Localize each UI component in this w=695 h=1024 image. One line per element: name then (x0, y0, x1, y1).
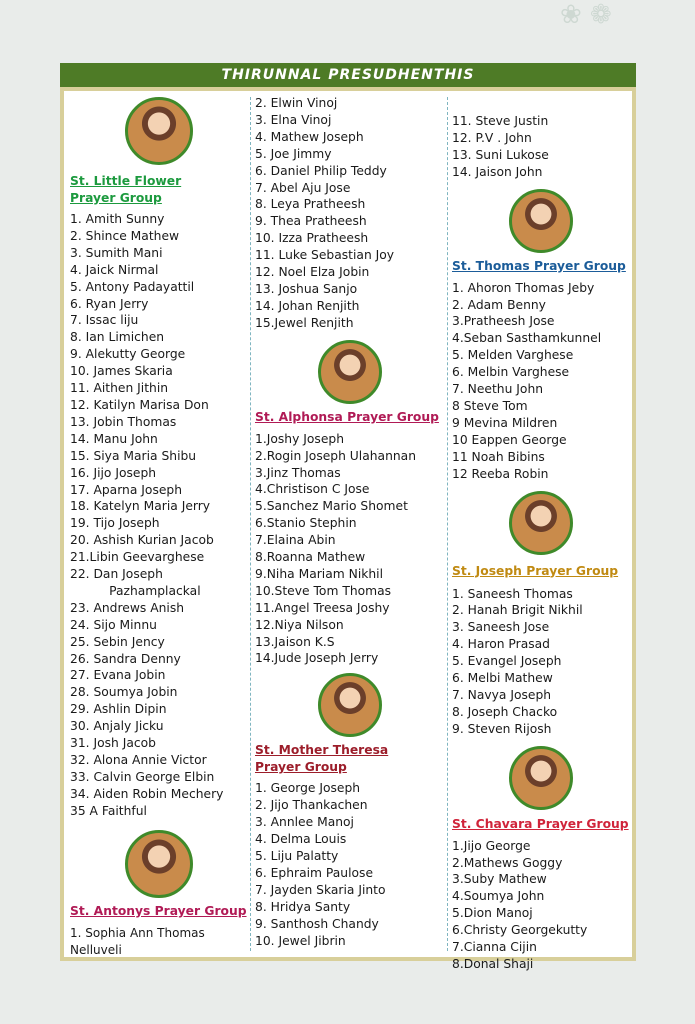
list-item: 22. Dan Joseph (70, 567, 163, 582)
list-item: 8. Joseph Chacko (452, 704, 558, 719)
list-item: 34. Aiden Robin Mechery (70, 786, 224, 801)
list-item: 2.Mathews Goggy (452, 855, 563, 870)
page-title: THIRUNNAL PRESUDHENTHIS (60, 63, 636, 87)
list-item: 9. Santhosh Chandy (255, 916, 379, 931)
list-item: 18. Katelyn Maria Jerry (70, 499, 211, 514)
list-item: 5.Dion Manoj (452, 906, 533, 921)
list-item: 5. Melden Varghese (452, 348, 574, 363)
list-item: 14.Jude Joseph Jerry (255, 651, 379, 666)
group-title-joseph: St. Joseph Prayer Group (452, 563, 619, 578)
column-divider (447, 97, 448, 951)
list-item: 13. Joshua Sanjo (255, 281, 358, 296)
list-item: 35 A Faithful (70, 803, 147, 818)
list-item: 7. Jayden Skaria Jinto (255, 882, 386, 897)
list-item: 6. Melbin Varghese (452, 365, 570, 380)
list-item: 7. Issac liju (70, 313, 139, 328)
list-item: 1. Saneesh Thomas (452, 586, 573, 601)
list-item: 19. Tijo Joseph (70, 516, 160, 531)
list-item: 4.Soumya John (452, 889, 545, 904)
list-item: 1. Amith Sunny (70, 212, 165, 226)
list-item: 4. Haron Prasad (452, 637, 550, 652)
list-item: 15.Jewel Renjith (255, 315, 354, 330)
list-item: 9. Thea Pratheesh (255, 214, 367, 229)
group-title-mother-theresa: St. Mother Theresa (255, 743, 389, 758)
list-item: 6. Daniel Philip Teddy (255, 163, 387, 178)
list-item: 11 Noah Bibins (452, 449, 545, 464)
list-item: 5.Sanchez Mario Shomet (255, 499, 408, 514)
list-item: 10. James Skaria (70, 364, 173, 379)
group-title-little-flower-2: Prayer Group (70, 191, 162, 205)
list-item: 1.Jijo George (452, 838, 531, 853)
list-item: 28. Soumya Jobin (70, 685, 178, 700)
list-item: 31. Josh Jacob (70, 736, 156, 751)
list-item: 24. Sijo Minnu (70, 617, 157, 632)
list-item: 8 Steve Tom (452, 398, 528, 413)
list-item: 12.Niya Nilson (255, 617, 344, 632)
list-item: 3. Sumith Mani (70, 245, 163, 260)
list-item: 17. Aparna Joseph (70, 482, 183, 497)
floral-decoration-icon: ❀ ❁ (560, 0, 612, 30)
list-item: 14. Jaison John (452, 164, 543, 179)
list-item: 6. Ryan Jerry (70, 296, 149, 311)
mother-theresa-list-continued (452, 113, 630, 181)
list-item: Pazhamplackal (70, 583, 201, 598)
list-item: 9. Alekutty George (70, 347, 186, 362)
list-item: 12. Noel Elza Jobin (255, 265, 370, 280)
column-1 (70, 91, 248, 959)
joseph-list (452, 586, 630, 738)
column-2 (255, 91, 445, 949)
list-item: 33. Calvin George Elbin (70, 769, 215, 784)
list-item: 9.Niha Mariam Nikhil (255, 566, 383, 581)
saint-little-flower-icon (125, 97, 193, 165)
list-item: 12. Katilyn Marisa Don (70, 397, 209, 412)
list-item: 7.Cianna Cijin (452, 940, 537, 955)
list-item: 14. Johan Renjith (255, 298, 360, 313)
list-item: 16. Jijo Joseph (70, 465, 157, 480)
list-item: 3.Pratheesh Jose (452, 314, 555, 329)
list-item: 8. Hridya Santy (255, 899, 351, 914)
saint-alphonsa-icon (318, 340, 382, 404)
list-item: 26. Sandra Denny (70, 651, 181, 666)
list-item: 9 Mevina Mildren (452, 415, 558, 430)
saint-chavara-icon (509, 746, 573, 810)
list-item: 4.Seban Sasthamkunnel (452, 331, 602, 346)
list-item: 4.Christison C Jose (255, 482, 370, 497)
content-panel (60, 87, 636, 971)
list-item: 15. Siya Maria Shibu (70, 448, 197, 463)
list-item: 3.Jinz Thomas (255, 465, 341, 480)
chavara-list (452, 838, 630, 973)
list-item: 5. Antony Padayattil (70, 279, 195, 294)
list-item: 3. Annlee Manoj (255, 815, 354, 830)
mother-theresa-list (255, 780, 445, 949)
list-item: 3. Elna Vinoj (255, 112, 332, 127)
saint-mother-theresa-icon (318, 673, 382, 737)
list-item: 1. Ahoron Thomas Jeby (452, 280, 595, 295)
list-item: 7.Elaina Abin (255, 533, 336, 548)
list-item: 1. Sophia Ann Thomas (70, 925, 205, 940)
group-title-little-flower: St. Little Flower (70, 174, 182, 188)
list-item: 4. Jaick Nirmal (70, 262, 159, 277)
list-item: 5. Evangel Joseph (452, 654, 562, 669)
list-item: 7. Abel Aju Jose (255, 180, 351, 195)
list-item: 10. Jewel Jibrin (255, 933, 346, 948)
list-item: 10. Izza Pratheesh (255, 231, 369, 246)
list-item: Nelluveli (70, 942, 122, 957)
list-item: 11. Aithen Jithin (70, 381, 169, 396)
little-flower-list (70, 211, 248, 820)
group-title-antonys: St. Antonys Prayer Group (70, 903, 247, 918)
list-item: 4. Delma Louis (255, 832, 347, 847)
list-item: 23. Andrews Anish (70, 600, 185, 615)
list-item: 20. Ashish Kurian Jacob (70, 533, 214, 548)
list-item: 6.Christy Georgekutty (452, 923, 588, 938)
list-item: 32. Alona Annie Victor (70, 753, 207, 767)
list-item: 6.Stanio Stephin (255, 516, 357, 531)
list-item: 1. George Joseph (255, 781, 361, 796)
list-item: 2.Rogin Joseph Ulahannan (255, 448, 417, 463)
list-item: 8.Donal Shaji (452, 957, 534, 971)
list-item: 2. Hanah Brigit Nikhil (452, 603, 583, 618)
list-item: 11.Angel Treesa Joshy (255, 600, 390, 615)
list-item: 2. Jijo Thankachen (255, 798, 368, 813)
list-item: 5. Joe Jimmy (255, 146, 332, 161)
list-item: 30. Anjaly Jicku (70, 719, 164, 734)
list-item: 3. Saneesh Jose (452, 620, 550, 635)
list-item: 29. Ashlin Dipin (70, 702, 167, 717)
list-item: 10 Eappen George (452, 432, 567, 447)
group-title-alphonsa: St. Alphonsa Prayer Group (255, 409, 439, 424)
list-item: 2. Adam Benny (452, 297, 546, 312)
list-item: 6. Melbi Mathew (452, 671, 553, 686)
list-item: 13. Suni Lukose (452, 147, 549, 162)
list-item: 12. P.V . John (452, 130, 532, 145)
list-item: 6. Ephraim Paulose (255, 865, 374, 880)
list-item: 12 Reeba Robin (452, 466, 549, 481)
group-title-thomas: St. Thomas Prayer Group (452, 258, 626, 273)
list-item: 7. Navya Joseph (452, 687, 552, 702)
list-item: 21.Libin Geevarghese (70, 550, 205, 565)
little-flower-list-continued (255, 95, 445, 332)
list-item: 10.Steve Tom Thomas (255, 583, 392, 598)
list-item: 25. Sebin Jency (70, 634, 165, 649)
list-item: 3.Suby Mathew (452, 872, 547, 887)
column-divider (250, 97, 251, 951)
list-item: 9. Steven Rijosh (452, 721, 552, 736)
group-title-chavara: St. Chavara Prayer Group (452, 816, 629, 831)
thomas-list (452, 280, 630, 483)
list-item: 13.Jaison K.S (255, 634, 335, 649)
list-item: 8.Roanna Mathew (255, 550, 366, 565)
column-3 (452, 91, 630, 973)
list-item: 11. Luke Sebastian Joy (255, 248, 395, 263)
list-item: 27. Evana Jobin (70, 668, 166, 683)
saint-joseph-icon (509, 491, 573, 555)
list-item: 8. Ian Limichen (70, 330, 165, 345)
alphonsa-list (255, 431, 445, 668)
list-item: 1.Joshy Joseph (255, 431, 344, 446)
list-item: 11. Steve Justin (452, 114, 549, 128)
saint-antony-icon (125, 830, 193, 898)
list-item: 14. Manu John (70, 431, 158, 446)
list-item: 4. Mathew Joseph (255, 129, 364, 144)
list-item: 5. Liju Palatty (255, 849, 339, 863)
list-item: 8. Leya Pratheesh (255, 197, 366, 212)
list-item: 7. Neethu John (452, 382, 544, 397)
group-title-mother-theresa-2: Prayer Group (255, 760, 347, 775)
list-item: 2. Shince Mathew (70, 228, 180, 243)
list-item: 2. Elwin Vinoj (255, 96, 338, 110)
saint-thomas-icon (509, 189, 573, 253)
list-item: 13. Jobin Thomas (70, 414, 177, 429)
